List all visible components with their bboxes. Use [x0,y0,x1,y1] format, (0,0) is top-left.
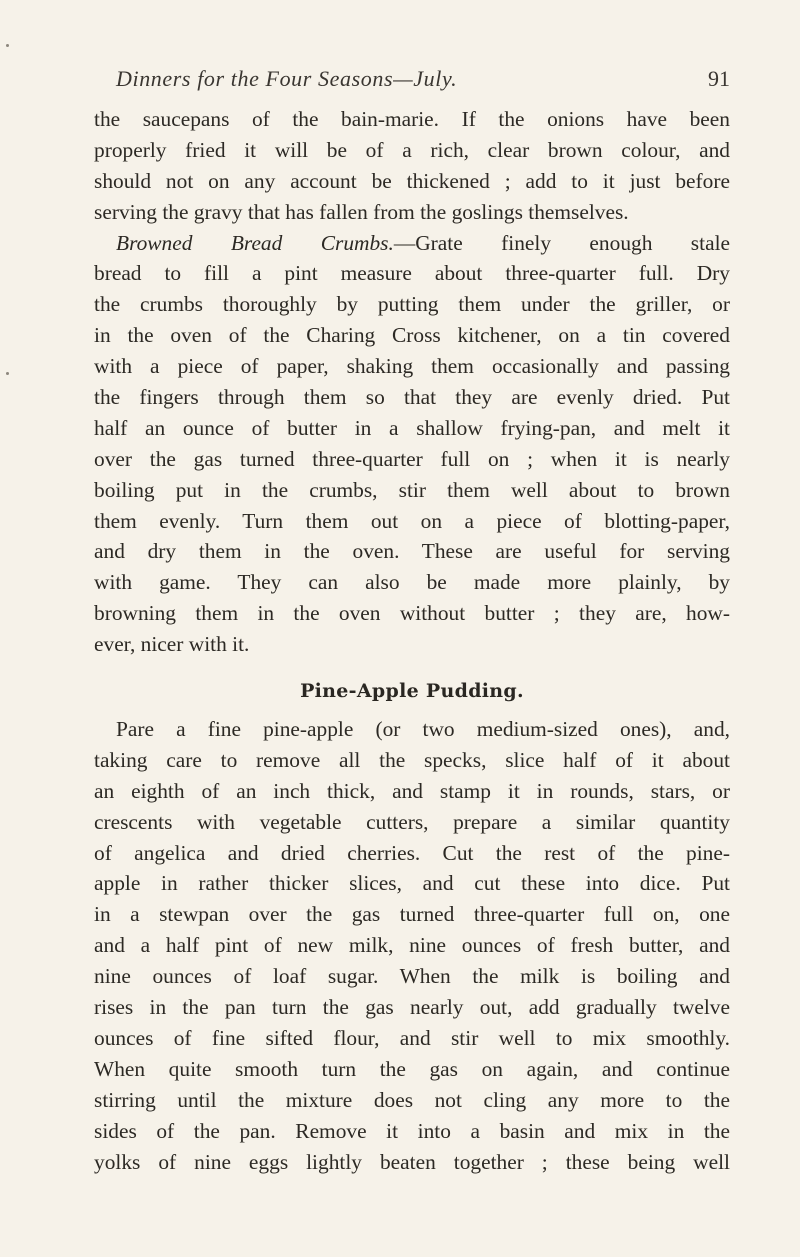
text-line: serving the gravy that has fallen from the goslings themselves. [94,199,629,224]
text-line: in a stewpan over the gas turned three-quarter full on, one [94,902,730,927]
text-line: nine ounces of loaf sugar. When the milk is boiling and [94,964,730,989]
body-text [94,104,730,1177]
text-line: stirring until the mixture does not cling any more to the [94,1087,730,1112]
text-line: apple in rather thicker slices, and cut these into dice. Put [94,871,730,896]
text-line: browning them in the oven without butter ; they are, how- [94,601,730,626]
running-title: Dinners for the Four Seasons—July. [116,66,458,91]
section-heading: Pine-Apple Pudding. [300,680,524,703]
running-head [90,66,730,100]
text-line: When quite smooth turn the gas on again, and continue [94,1056,730,1081]
text-line: taking care to remove all the specks, slice half of it about [94,747,730,772]
text-line: boiling put in the crumbs, stir them well about to brown [94,477,730,502]
text-line: the saucepans of the bain-marie. If the onions have been [94,107,730,131]
text-line: properly fried it will be of a rich, clear brown colour, and [94,137,730,162]
text-line: with a piece of paper, shaking them occasionally and passing [94,354,730,379]
paragraph-browned-bread-crumbs [94,228,730,660]
text-line [94,228,730,259]
text-line: bread to fill a pint measure about three-quarter full. Dry [94,261,730,286]
text-line: and dry them in the oven. These are useful for serving [94,539,730,564]
text-line: with game. They can also be made more plainly, by [94,570,730,595]
text-line: half an ounce of butter in a shallow frying-pan, and melt it [94,415,730,440]
text-line: ever, nicer with it. [94,632,250,657]
text-line: them evenly. Turn them out on a piece of blotting-paper, [94,508,730,533]
text-line: rises in the pan turn the gas nearly out, add gradually twelve [94,995,730,1020]
text-line: the fingers through them so that they are evenly dried. Put [94,385,730,410]
text-line: an eighth of an inch thick, and stamp it in rounds, stars, or [94,778,730,803]
recipe-subtitle: Browned Bread Crumbs. [116,230,394,255]
text-line: the crumbs thoroughly by putting them under the griller, or [94,292,730,317]
text-line: sides of the pan. Remove it into a basin and mix in the [94,1118,730,1143]
margin-speck [6,372,9,375]
text-line: crescents with vegetable cutters, prepare a similar quantity [94,809,730,834]
text-line: in the oven of the Charing Cross kitchener, on a tin covered [94,323,730,348]
text-line: should not on any account be thickened ; add to it just before [94,168,730,193]
margin-speck [6,44,9,47]
page-number: 91 [708,66,730,91]
text-line: and a half pint of new milk, nine ounces of fresh butter, and [94,933,730,958]
paragraph-pine-apple-pudding [94,714,730,1177]
text-fragment: —Grate finely enough stale [393,230,731,255]
text-line: yolks of nine eggs lightly beaten together ; these being well [94,1149,730,1174]
paragraph-gravy-continued [94,104,730,228]
text-line: over the gas turned three-quarter full on ; when it is nearly [94,446,730,471]
text-line: of angelica and dried cherries. Cut the rest of the pine- [94,840,730,865]
text-line: ounces of fine sifted flour, and stir well to mix smoothly. [94,1025,730,1050]
text-line: Pare a fine pine-apple (or two medium-sized ones), and, [116,717,730,742]
